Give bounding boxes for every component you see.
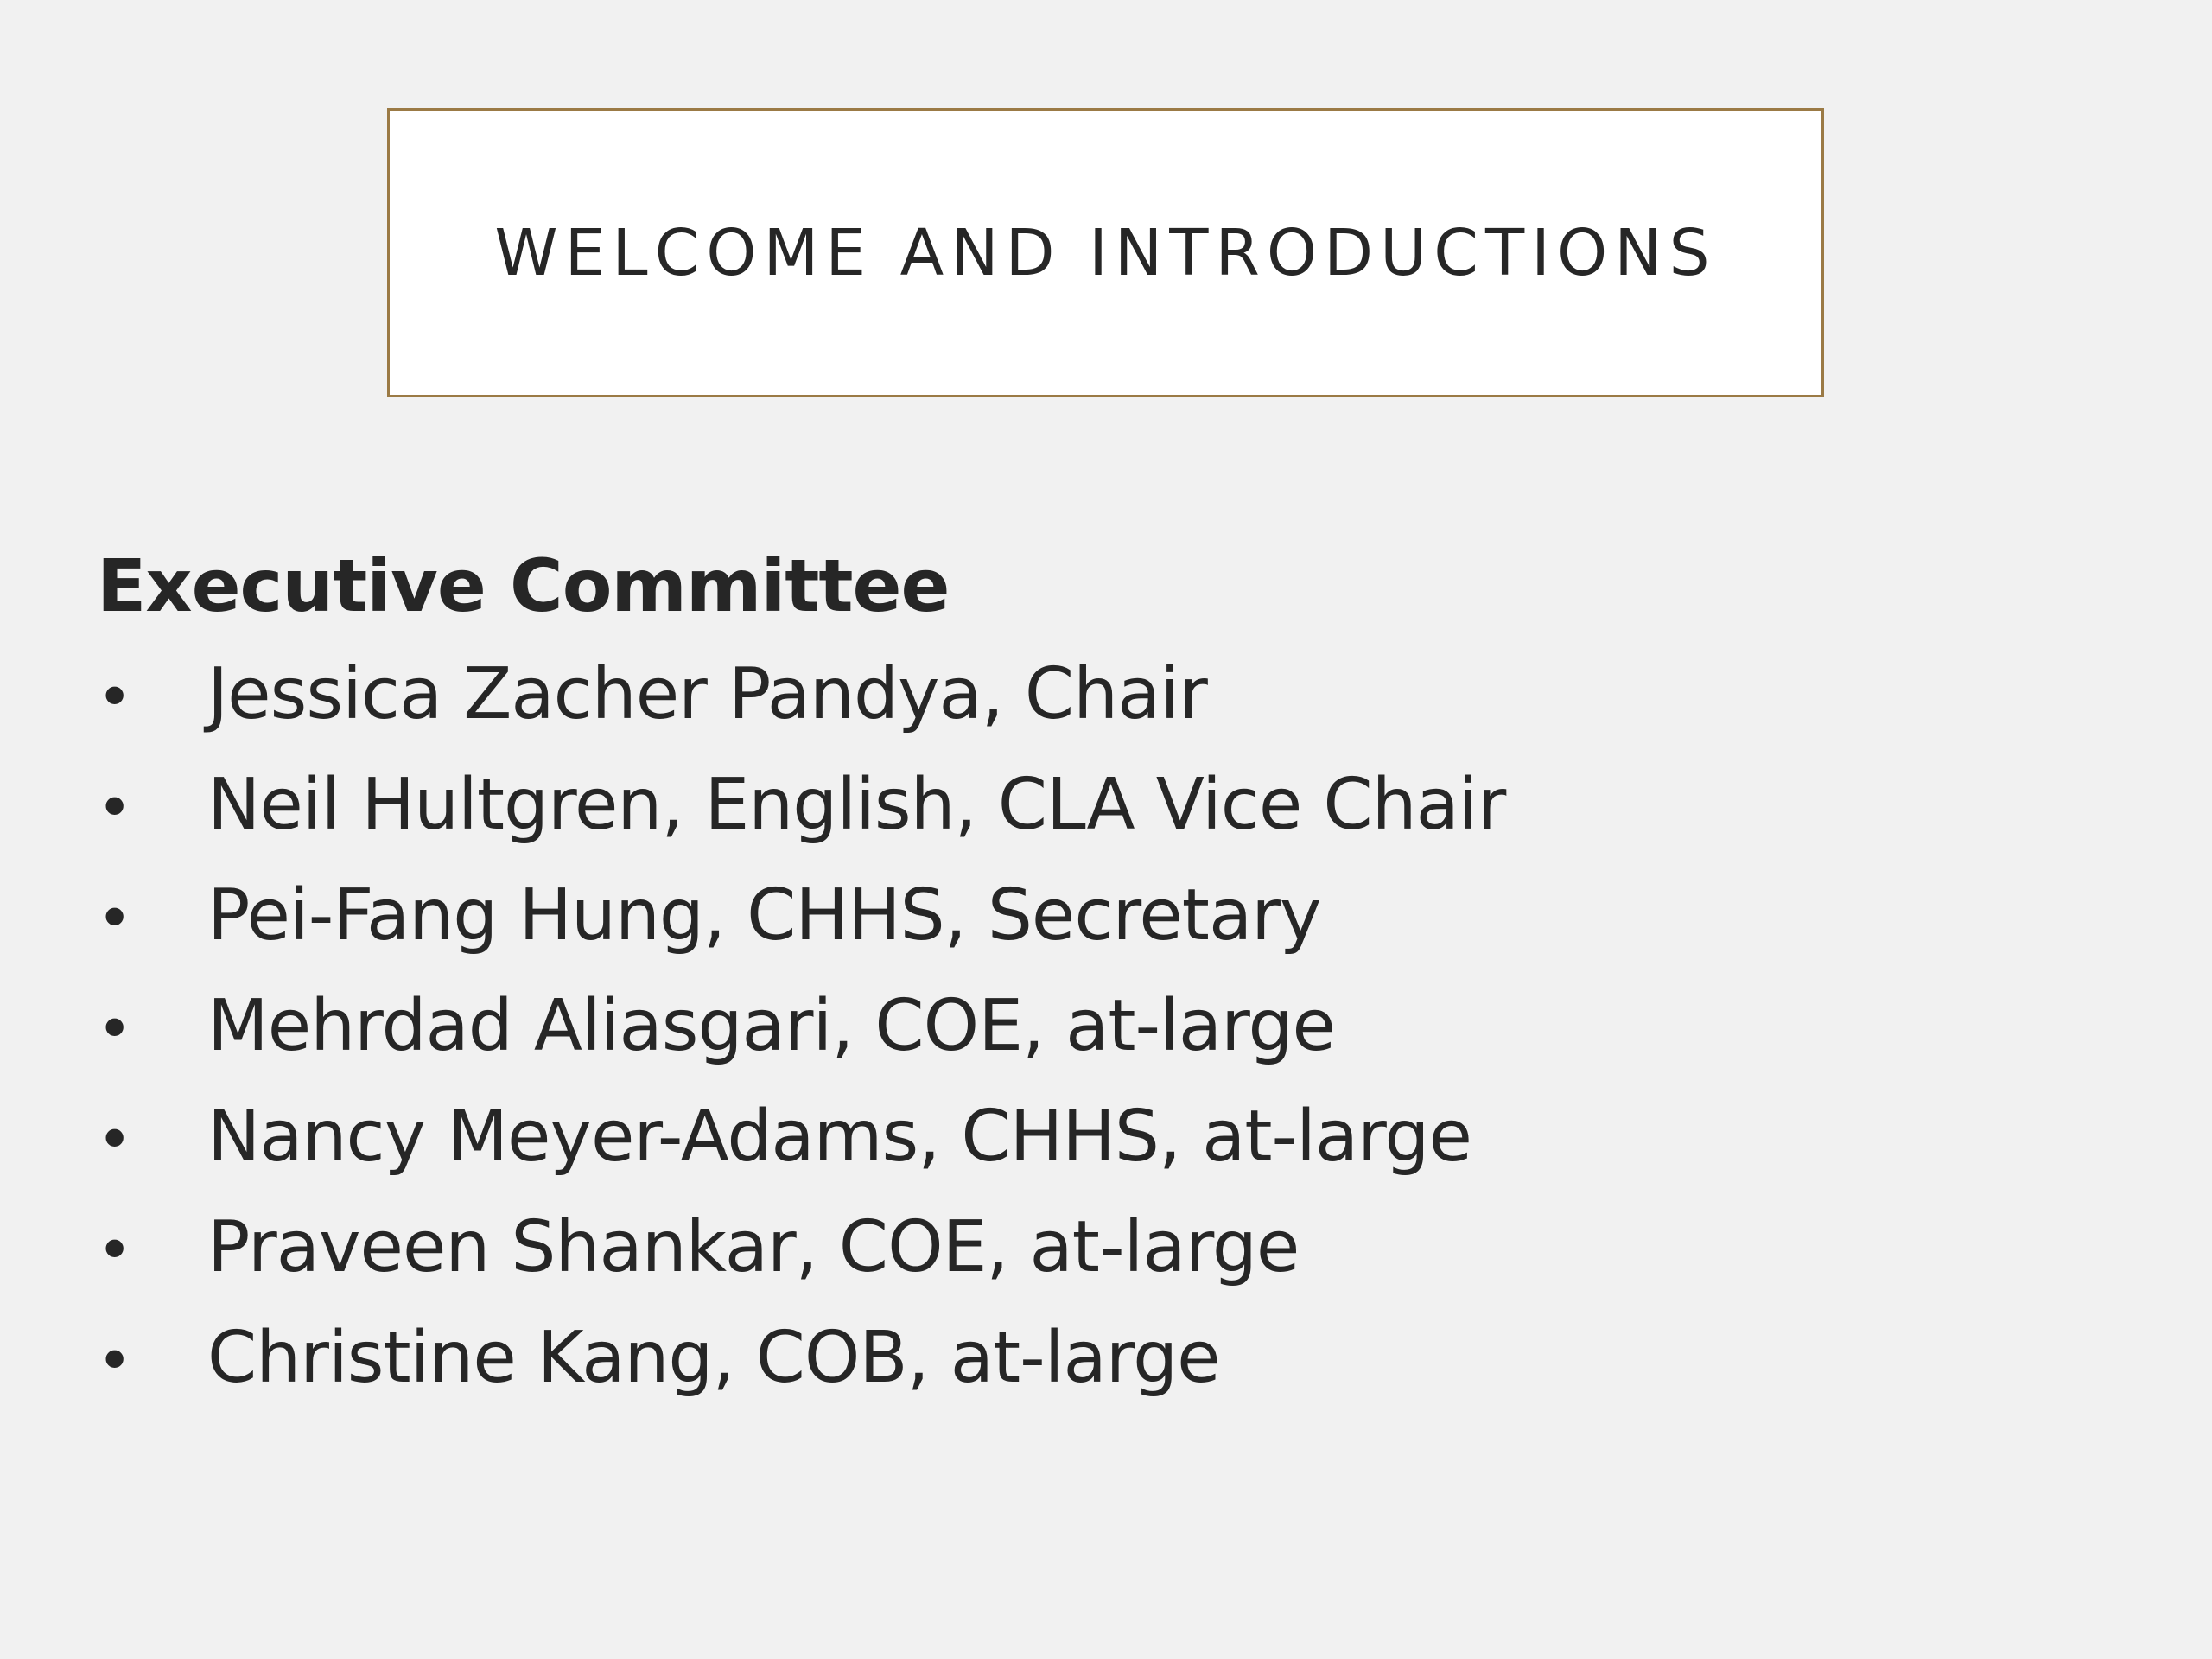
list-item	[97, 874, 2084, 985]
bullet-icon: •	[97, 772, 132, 843]
list-item	[97, 985, 2084, 1096]
member-text: Christine Kang, COB, at-large	[207, 1317, 1220, 1399]
list-item	[97, 1206, 2084, 1317]
slide-title-box	[387, 108, 1824, 397]
member-text: Jessica Zacher Pandya, Chair	[207, 653, 1207, 735]
section-heading: Executive Committee	[97, 543, 950, 628]
slide-body	[97, 543, 2084, 1427]
slide-title: WELCOME AND INTRODUCTIONS	[494, 215, 1717, 290]
member-text: Nancy Meyer-Adams, CHHS, at-large	[207, 1096, 1471, 1178]
list-item	[97, 764, 2084, 874]
member-list	[97, 653, 2084, 1427]
member-text: Pei-Fang Hung, CHHS, Secretary	[207, 874, 1321, 957]
bullet-icon: •	[97, 1215, 132, 1286]
list-item	[97, 653, 2084, 764]
bullet-icon: •	[97, 1325, 132, 1396]
member-text: Praveen Shankar, COE, at-large	[207, 1206, 1300, 1288]
bullet-icon: •	[97, 994, 132, 1065]
bullet-icon: •	[97, 1104, 132, 1175]
list-item	[97, 1317, 2084, 1427]
bullet-icon: •	[97, 883, 132, 954]
member-text: Mehrdad Aliasgari, COE, at-large	[207, 985, 1335, 1067]
list-item	[97, 1096, 2084, 1206]
member-text: Neil Hultgren, English, CLA Vice Chair	[207, 764, 1506, 846]
bullet-icon: •	[97, 662, 132, 733]
